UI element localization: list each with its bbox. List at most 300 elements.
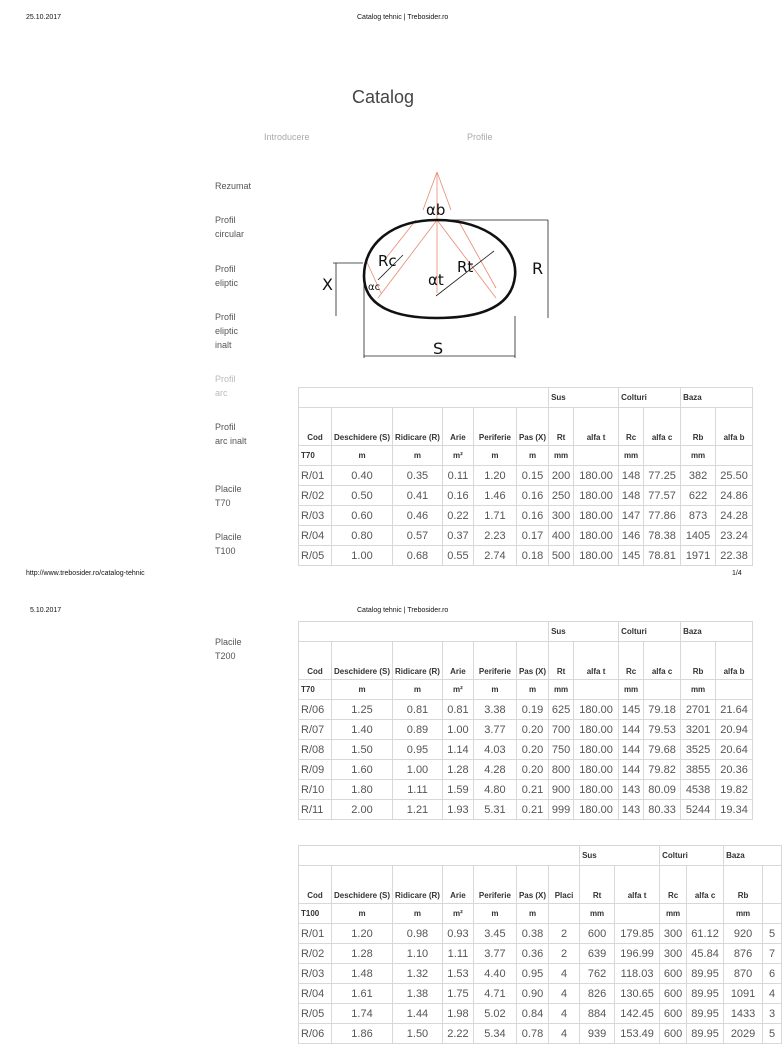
- table-cell: 153.49: [615, 1024, 660, 1044]
- table-unit-cell: mm: [660, 904, 687, 924]
- table-unit-cell: [549, 904, 580, 924]
- table-cell: 0.15: [516, 466, 548, 486]
- table-cell: 300: [549, 506, 574, 526]
- table-cell: 5: [763, 1024, 782, 1044]
- table-cell: 180.00: [574, 506, 619, 526]
- table-cell: 79.82: [644, 760, 681, 780]
- tab-introducere[interactable]: Introducere: [264, 132, 310, 142]
- table-cell: 1.10: [393, 944, 443, 964]
- table-unit-cell: m: [332, 446, 393, 466]
- table-cell: 4: [549, 984, 580, 1004]
- table-cell-cod: R/04: [299, 526, 332, 546]
- table-header-cell: Cod: [299, 642, 332, 680]
- table-cell: 622: [681, 486, 716, 506]
- table-cell: 77.86: [644, 506, 681, 526]
- table-header-cell: Pas (X): [516, 866, 548, 904]
- table-cell: 826: [580, 984, 615, 1004]
- table-cell: 77.25: [644, 466, 681, 486]
- table-cell: 0.21: [516, 780, 548, 800]
- table-cell: 0.19: [516, 700, 548, 720]
- table-cell-cod: R/02: [299, 944, 332, 964]
- table-row: [299, 760, 753, 780]
- table-cell: 3: [763, 1004, 782, 1024]
- table-cell: 180.00: [574, 526, 619, 546]
- table-cell: 639: [580, 944, 615, 964]
- sidebar-item-profil-arc[interactable]: Profil arc: [215, 374, 236, 398]
- table-cell: 4: [549, 964, 580, 984]
- sidebar-item-placile-t200[interactable]: Placile T200: [215, 637, 242, 661]
- table-cell: 20.94: [716, 720, 753, 740]
- table-group-blank: [299, 846, 580, 866]
- table-cell: 3855: [681, 760, 716, 780]
- table-unit-cell: m: [473, 680, 516, 700]
- table-cell: 180.00: [574, 760, 619, 780]
- table-cell: 920: [724, 924, 763, 944]
- diagram-label-ab: αb: [426, 201, 446, 219]
- table-cell: 3201: [681, 720, 716, 740]
- table-cell: 2.00: [332, 800, 393, 820]
- table-cell: 0.16: [516, 486, 548, 506]
- table-cell: 0.18: [516, 546, 548, 566]
- table-cell: 78.38: [644, 526, 681, 546]
- table-cell: 22.38: [716, 546, 753, 566]
- table-unit-cell: [644, 680, 681, 700]
- t100-table: [298, 845, 782, 1044]
- table-cell-cod: R/02: [299, 486, 332, 506]
- table-cell-cod: R/11: [299, 800, 332, 820]
- table-header-cell: Periferie: [473, 866, 516, 904]
- page1-footer-url[interactable]: http://www.trebosider.ro/catalog-tehnic: [26, 570, 145, 577]
- table-cell: 300: [660, 944, 687, 964]
- table-cell: 0.55: [442, 546, 473, 566]
- table-cell: 1.48: [332, 964, 393, 984]
- table-cell: 142.45: [615, 1004, 660, 1024]
- table-cell: 0.46: [393, 506, 443, 526]
- table-row: [299, 700, 753, 720]
- table-cell: 79.68: [644, 740, 681, 760]
- table-cell: 870: [724, 964, 763, 984]
- table-cell: 5: [763, 924, 782, 944]
- table-cell: 0.98: [393, 924, 443, 944]
- table-cell: 800: [549, 760, 574, 780]
- table-cell: 0.57: [393, 526, 443, 546]
- table-cell: 2: [549, 924, 580, 944]
- table-cell: 382: [681, 466, 716, 486]
- table-cell: 1.93: [442, 800, 473, 820]
- table-cell: 3.45: [473, 924, 516, 944]
- table-group-label: Colturi: [619, 388, 681, 408]
- table-unit-cell: mm: [549, 680, 574, 700]
- table-cell: 2: [549, 944, 580, 964]
- table-unit-cell: [716, 680, 753, 700]
- table-cell: 6: [763, 964, 782, 984]
- table-header-cell: alfa c: [644, 408, 681, 446]
- table-unit-cell: T70: [299, 446, 332, 466]
- sidebar-item-profil-eliptic-inalt[interactable]: Profil eliptic inalt: [215, 312, 239, 350]
- table-cell: 1.25: [332, 700, 393, 720]
- t70-table-part1: [298, 387, 753, 566]
- table-cell-cod: R/07: [299, 720, 332, 740]
- table-unit-cell: mm: [619, 446, 644, 466]
- table-cell: 5.34: [473, 1024, 516, 1044]
- table-header-cell: Deschidere (S): [332, 866, 393, 904]
- table-cell: 1.50: [332, 740, 393, 760]
- table-cell: 939: [580, 1024, 615, 1044]
- table-header-cell: Pas (X): [516, 408, 548, 446]
- table-cell: 143: [619, 800, 644, 820]
- table-cell: 143: [619, 780, 644, 800]
- table-row: [299, 546, 753, 566]
- table-header-cell: Placi: [549, 866, 580, 904]
- table-cell: 2.23: [473, 526, 516, 546]
- table-cell: 4.03: [473, 740, 516, 760]
- table-cell: 3.77: [473, 720, 516, 740]
- table-cell: 1.71: [473, 506, 516, 526]
- table-cell: 5244: [681, 800, 716, 820]
- table-header-cell: Deschidere (S): [332, 642, 393, 680]
- table-cell: 20.36: [716, 760, 753, 780]
- table-cell: 148: [619, 466, 644, 486]
- table-cell: 7: [763, 944, 782, 964]
- table-header-cell: Periferie: [473, 642, 516, 680]
- table-cell: 19.82: [716, 780, 753, 800]
- table-row: [299, 780, 753, 800]
- table-row: [299, 526, 753, 546]
- table-cell: 1.40: [332, 720, 393, 740]
- table-group-label: Colturi: [660, 846, 724, 866]
- table-cell: 1.50: [393, 1024, 443, 1044]
- table-header-cell: Rb: [681, 642, 716, 680]
- table-row: [299, 964, 782, 984]
- table-cell: 1.14: [442, 740, 473, 760]
- table-cell: 1971: [681, 546, 716, 566]
- table-cell-cod: R/10: [299, 780, 332, 800]
- table-header-cell: Rt: [549, 642, 574, 680]
- table-cell: 600: [660, 984, 687, 1004]
- table-cell: 180.00: [574, 720, 619, 740]
- table-row: [299, 1024, 782, 1044]
- table-cell: 89.95: [687, 1024, 724, 1044]
- table-unit-cell: mm: [681, 446, 716, 466]
- table-cell: 45.84: [687, 944, 724, 964]
- table-cell: 876: [724, 944, 763, 964]
- table-cell: 148: [619, 486, 644, 506]
- table-cell: 23.24: [716, 526, 753, 546]
- table-header-cell: Periferie: [473, 408, 516, 446]
- table-group-row: [299, 622, 753, 642]
- table-unit-cell: [615, 904, 660, 924]
- table-cell: 180.00: [574, 486, 619, 506]
- table-cell: 0.81: [442, 700, 473, 720]
- page-title: Catalog: [352, 87, 415, 107]
- table-cell: 4.80: [473, 780, 516, 800]
- table-cell: 750: [549, 740, 574, 760]
- table-cell: 180.00: [574, 546, 619, 566]
- table-header-cell: alfa b: [716, 408, 753, 446]
- sidebar-item-placile-t100[interactable]: Placile T100: [215, 532, 242, 556]
- table-cell: 89.95: [687, 984, 724, 1004]
- table-cell: 884: [580, 1004, 615, 1024]
- table-cell: 3.77: [473, 944, 516, 964]
- table-unit-cell: T70: [299, 680, 332, 700]
- table-cell: 144: [619, 740, 644, 760]
- page2-header-title: Catalog tehnic | Trebosider.ro: [357, 607, 449, 614]
- table-cell-cod: R/09: [299, 760, 332, 780]
- table-cell: 145: [619, 546, 644, 566]
- table-unit-cell: m: [393, 904, 443, 924]
- table-cell: 80.09: [644, 780, 681, 800]
- table-cell: 0.60: [332, 506, 393, 526]
- diagram-label-ac: αc: [368, 282, 381, 293]
- table-cell: 78.81: [644, 546, 681, 566]
- table-cell: 25.50: [716, 466, 753, 486]
- table-row: [299, 984, 782, 1004]
- table-cell: 0.78: [516, 1024, 548, 1044]
- table-header-cell: alfa t: [615, 866, 660, 904]
- table-group-label: Baza: [724, 846, 782, 866]
- table-cell: 600: [660, 964, 687, 984]
- table-header-row: [299, 642, 753, 680]
- table-header-cell: alfa c: [687, 866, 724, 904]
- table-cell: 79.53: [644, 720, 681, 740]
- table-cell: 144: [619, 760, 644, 780]
- table-unit-cell: m: [473, 904, 516, 924]
- table-cell: 0.93: [442, 924, 473, 944]
- diagram-label-r: R: [532, 259, 544, 278]
- table-group-row: [299, 846, 782, 866]
- table-header-cell: Arie: [442, 642, 473, 680]
- table-cell: 250: [549, 486, 574, 506]
- table-unit-cell: [644, 446, 681, 466]
- table-unit-cell: [574, 446, 619, 466]
- table-cell: 147: [619, 506, 644, 526]
- table-cell: 24.86: [716, 486, 753, 506]
- table-cell: 1.80: [332, 780, 393, 800]
- t70-table-part2: [298, 621, 753, 820]
- table-cell: 89.95: [687, 964, 724, 984]
- sidebar-item-profil-eliptic[interactable]: Profil eliptic: [215, 264, 239, 288]
- table-header-cell: Rt: [549, 408, 574, 446]
- table-unit-cell: m: [332, 904, 393, 924]
- table-cell: 0.90: [516, 984, 548, 1004]
- sidebar-item-profil-arc-inalt[interactable]: Profil arc inalt: [215, 422, 247, 446]
- table-unit-cell: [763, 904, 782, 924]
- table-group-label: Baza: [681, 622, 753, 642]
- table-header-cell: [763, 866, 782, 904]
- table-header-cell: alfa b: [716, 642, 753, 680]
- table-cell: 0.95: [516, 964, 548, 984]
- table-cell: 180.00: [574, 780, 619, 800]
- table-header-cell: Rt: [580, 866, 615, 904]
- table-row: [299, 1004, 782, 1024]
- table-header-cell: Rc: [660, 866, 687, 904]
- table-cell: 144: [619, 720, 644, 740]
- table-cell: 5.31: [473, 800, 516, 820]
- table-cell-cod: R/08: [299, 740, 332, 760]
- table-unit-cell: T100: [299, 904, 332, 924]
- table-cell: 1.46: [473, 486, 516, 506]
- table-row: [299, 466, 753, 486]
- table-cell: 5.02: [473, 1004, 516, 1024]
- table-row: [299, 720, 753, 740]
- table-units-row: [299, 446, 753, 466]
- table-cell: 2.74: [473, 546, 516, 566]
- table-cell-cod: R/05: [299, 1004, 332, 1024]
- table-row: [299, 924, 782, 944]
- table-cell: 1.11: [442, 944, 473, 964]
- table-cell: 61.12: [687, 924, 724, 944]
- profile-diagram: [318, 168, 558, 363]
- table-header-cell: Rc: [619, 642, 644, 680]
- table-cell-cod: R/01: [299, 466, 332, 486]
- table-unit-cell: [574, 680, 619, 700]
- table-header-cell: Rb: [724, 866, 763, 904]
- table-cell: 0.40: [332, 466, 393, 486]
- table-cell: 145: [619, 700, 644, 720]
- table-cell: 0.38: [516, 924, 548, 944]
- sidebar-item-rezumat[interactable]: Rezumat: [215, 181, 252, 191]
- table-cell: 1091: [724, 984, 763, 1004]
- table-cell: 196.99: [615, 944, 660, 964]
- table-cell: 1.59: [442, 780, 473, 800]
- diagram-label-s: S: [433, 339, 444, 358]
- table-header-cell: Rb: [681, 408, 716, 446]
- table-cell: 1.28: [442, 760, 473, 780]
- table-cell: 200: [549, 466, 574, 486]
- table-cell: 1.38: [393, 984, 443, 1004]
- table-cell: 79.18: [644, 700, 681, 720]
- table-cell: 900: [549, 780, 574, 800]
- table-cell: 1405: [681, 526, 716, 546]
- table-cell: 0.80: [332, 526, 393, 546]
- table-header-cell: Rc: [619, 408, 644, 446]
- diagram-label-at: αt: [428, 271, 444, 289]
- table-cell: 146: [619, 526, 644, 546]
- tab-profile[interactable]: Profile: [467, 132, 493, 142]
- table-unit-cell: m²: [442, 904, 473, 924]
- table-cell: 600: [660, 1024, 687, 1044]
- table-row: [299, 506, 753, 526]
- table-cell: 1.00: [442, 720, 473, 740]
- table-cell: 1.75: [442, 984, 473, 1004]
- table-cell: 0.50: [332, 486, 393, 506]
- table-unit-cell: m²: [442, 680, 473, 700]
- table-cell: 1.20: [332, 924, 393, 944]
- table-cell: 0.35: [393, 466, 443, 486]
- table-cell: 2.22: [442, 1024, 473, 1044]
- table-cell-cod: R/04: [299, 984, 332, 1004]
- table-unit-cell: m: [516, 446, 548, 466]
- table-cell: 4.28: [473, 760, 516, 780]
- table-group-row: [299, 388, 753, 408]
- table-cell: 24.28: [716, 506, 753, 526]
- table-cell: 0.20: [516, 720, 548, 740]
- table-cell: 0.81: [393, 700, 443, 720]
- table-group-label: Colturi: [619, 622, 681, 642]
- table-cell: 762: [580, 964, 615, 984]
- table-cell: 1.11: [393, 780, 443, 800]
- diagram-label-x: X: [322, 275, 333, 294]
- table-cell: 1.21: [393, 800, 443, 820]
- page1-date: 25.10.2017: [26, 14, 62, 21]
- table-header-cell: Cod: [299, 866, 332, 904]
- table-cell: 1433: [724, 1004, 763, 1024]
- table-cell-cod: R/03: [299, 964, 332, 984]
- table-cell: 3.38: [473, 700, 516, 720]
- table-group-label: Baza: [681, 388, 753, 408]
- table-cell: 1.28: [332, 944, 393, 964]
- table-cell: 1.00: [332, 546, 393, 566]
- table-cell: 0.95: [393, 740, 443, 760]
- table-cell: 80.33: [644, 800, 681, 820]
- table-row: [299, 944, 782, 964]
- table-row: [299, 800, 753, 820]
- table-unit-cell: m: [473, 446, 516, 466]
- table-cell: 179.85: [615, 924, 660, 944]
- table-cell: 0.21: [516, 800, 548, 820]
- table-cell: 180.00: [574, 466, 619, 486]
- table-unit-cell: m: [393, 446, 443, 466]
- table-unit-cell: [687, 904, 724, 924]
- table-row: [299, 740, 753, 760]
- table-cell: 999: [549, 800, 574, 820]
- table-cell: 4.71: [473, 984, 516, 1004]
- table-group-label: Sus: [580, 846, 660, 866]
- table-cell: 3525: [681, 740, 716, 760]
- table-cell: 700: [549, 720, 574, 740]
- table-header-row: [299, 866, 782, 904]
- table-units-row: [299, 904, 782, 924]
- sidebar-item-placile-t70[interactable]: Placile T70: [215, 484, 242, 508]
- table-group-label: Sus: [549, 622, 619, 642]
- table-cell: 1.74: [332, 1004, 393, 1024]
- table-cell: 600: [660, 1004, 687, 1024]
- table-unit-cell: [716, 446, 753, 466]
- table-cell: 600: [580, 924, 615, 944]
- table-unit-cell: m: [516, 680, 548, 700]
- table-cell: 0.68: [393, 546, 443, 566]
- table-header-cell: alfa c: [644, 642, 681, 680]
- diagram-label-rc: Rc: [378, 252, 397, 270]
- table-cell: 300: [660, 924, 687, 944]
- t70-table-wrapper-1: [298, 387, 748, 562]
- table-group-label: Sus: [549, 388, 619, 408]
- table-group-blank: [299, 388, 549, 408]
- table-cell: 2701: [681, 700, 716, 720]
- table-cell: 0.37: [442, 526, 473, 546]
- table-cell: 0.11: [442, 466, 473, 486]
- table-cell: 0.16: [516, 506, 548, 526]
- t70-table-wrapper-2: [298, 621, 748, 816]
- table-header-cell: Deschidere (S): [332, 408, 393, 446]
- table-unit-cell: m: [393, 680, 443, 700]
- table-unit-cell: m: [332, 680, 393, 700]
- table-cell: 0.36: [516, 944, 548, 964]
- table-unit-cell: mm: [580, 904, 615, 924]
- table-cell: 625: [549, 700, 574, 720]
- table-cell: 0.17: [516, 526, 548, 546]
- table-unit-cell: m²: [442, 446, 473, 466]
- table-cell: 400: [549, 526, 574, 546]
- table-cell: 118.03: [615, 964, 660, 984]
- table-header-cell: Pas (X): [516, 642, 548, 680]
- page2-date: 5.10.2017: [30, 607, 62, 614]
- sidebar-item-profil-circular[interactable]: Profil circular: [215, 215, 245, 239]
- table-cell: 180.00: [574, 740, 619, 760]
- table-cell: 0.20: [516, 740, 548, 760]
- table-cell: 1.53: [442, 964, 473, 984]
- table-cell: 4538: [681, 780, 716, 800]
